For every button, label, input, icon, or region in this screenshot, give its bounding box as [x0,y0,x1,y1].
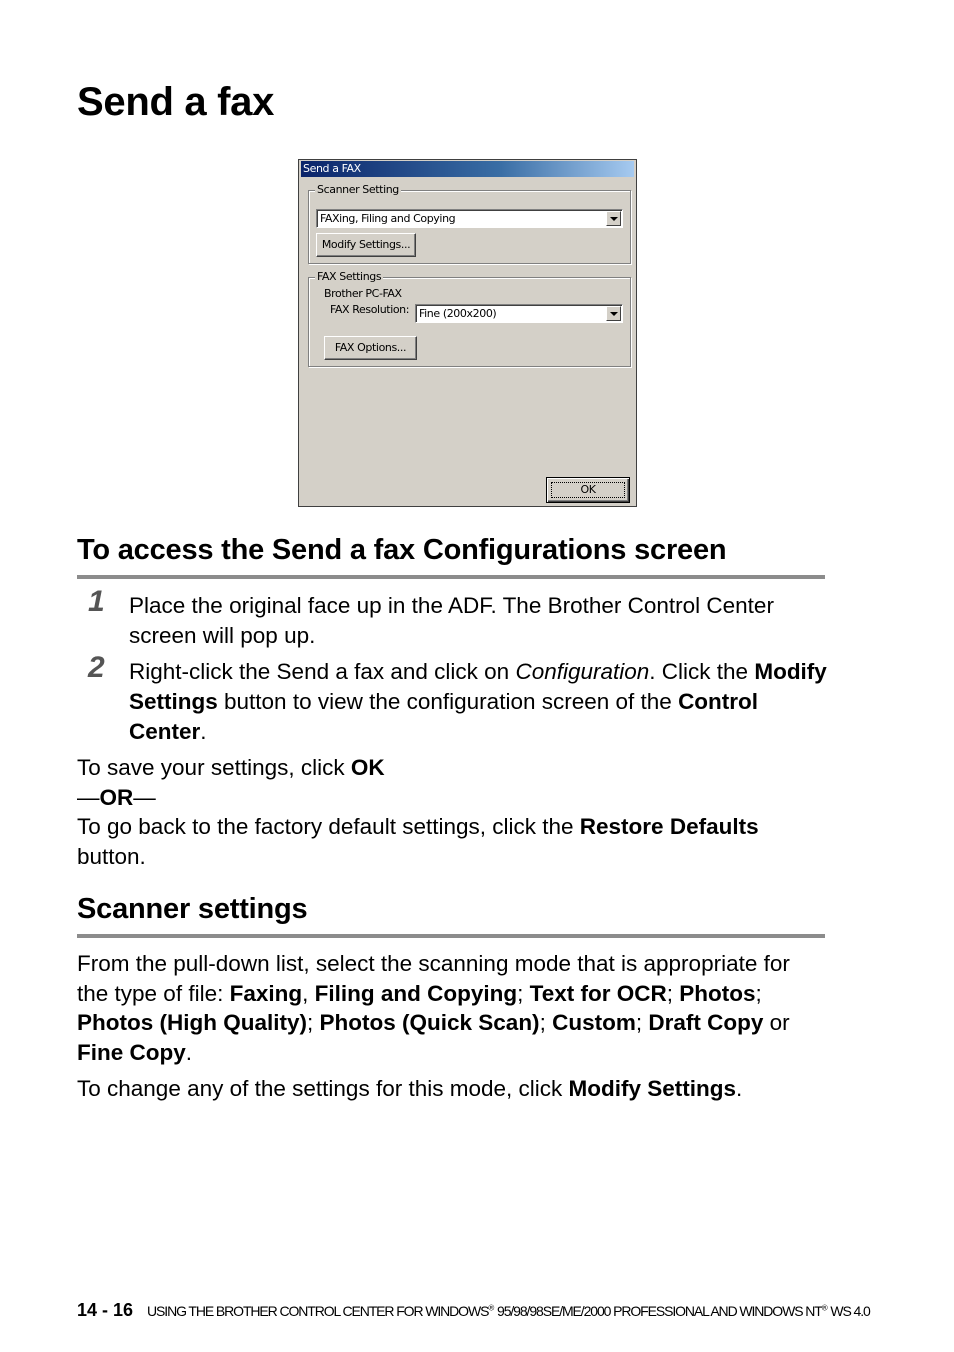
fax-options-button[interactable]: FAX Options... [324,336,417,360]
fax-resolution-label: FAX Resolution: [330,303,410,316]
fax-settings-label: FAX Settings [317,270,382,283]
step-2-text: Right-click the Send a fax and click on Configuration. Click the Modify Settings button to view the configuration screen of the Control Center. [129,659,827,744]
section-heading-scanner-settings: Scanner settings [77,893,308,925]
focus-rectangle [551,482,625,498]
modify-settings-paragraph: To change any of the settings for this mode, click Modify Settings. [77,1076,743,1101]
chevron-down-icon[interactable] [606,211,621,226]
page-title: Send a fax [77,80,275,124]
scanner-mode-value: FAXing, Filing and Copying [320,212,456,225]
page-footer [77,1300,870,1321]
send-fax-dialog [298,159,637,507]
chevron-down-icon[interactable] [606,306,621,321]
running-title: USING THE BROTHER CONTROL CENTER FOR WINDOWS® 95/98/98SE/ME/2000 PROFESSIONAL AND WINDOWS NT® WS 4.0 [147,1303,870,1319]
fax-resolution-select[interactable] [415,304,623,323]
step-1-text: Place the original face up in the ADF. The Brother Control Center screen will pop up. [129,593,774,648]
section-rule [77,934,825,938]
step-number: 2 [88,651,105,684]
ok-button[interactable] [546,477,630,503]
step-number: 1 [88,585,105,618]
dialog-title-bar: Send a FAX [301,161,634,177]
scanner-mode-select[interactable] [316,209,623,228]
fax-driver-label: Brother PC-FAX [324,287,402,300]
fax-resolution-value: Fine (200x200) [419,307,497,320]
or-separator: —OR— [77,785,156,810]
section-heading-configurations: To access the Send a fax Configurations screen [77,534,727,566]
page-number: 14 - 16 [77,1300,134,1320]
scanner-setting-label: Scanner Setting [317,183,399,196]
scanner-modes-paragraph: From the pull-down list, select the scanning mode that is appropriate for the type of file: Faxing, Filing and Copying; Text for OCR; Photos; Photos (High Quality); Photos (Quick Scan); Custom; Draft Copy or Fine Copy. [77,951,790,1065]
ok-button-label: OK [580,483,596,496]
restore-instruction: To go back to the factory default settings, click the Restore Defaults button. [77,814,759,869]
section-rule [77,575,825,579]
save-instruction: To save your settings, click OK [77,755,385,780]
modify-settings-button[interactable]: Modify Settings... [316,233,416,257]
